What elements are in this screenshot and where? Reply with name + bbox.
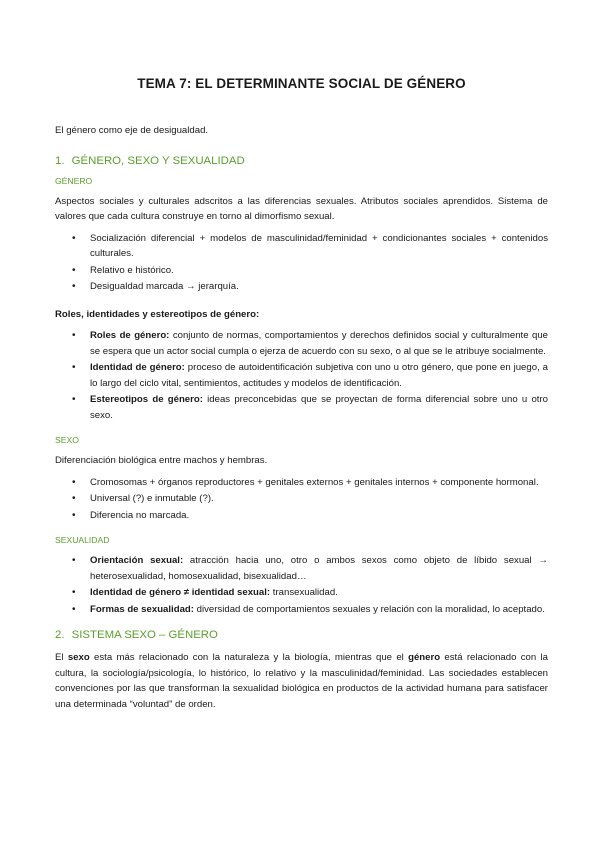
list-item [55,360,548,391]
roles-bullet-list [55,328,548,423]
list-item: • Universal (?) e inmutable (?). [55,491,548,507]
term: Orientación sexual: [90,555,184,566]
subsection-sexualidad-heading: SEXUALIDAD [55,535,110,545]
text: El [55,652,68,663]
subsection-genero-heading: GÉNERO [55,175,93,186]
term: género [408,652,441,663]
section-2-heading [55,629,548,641]
list-item: • Relativo e histórico. [55,263,548,279]
sexualidad-bullet-list [55,553,548,617]
subsection-sexo-heading: SEXO [55,435,79,445]
definition: conjunto de normas, comportamientos y derechos definidos social y culturalmente que se espera que un actor social cumpla o ejerza de acuerdo con su sexo, o al que se le atribuye socialmente. [90,330,548,357]
term: Formas de sexualidad: [90,603,194,615]
list-item [55,585,548,601]
term: Identidad de género ≠ identidad sexual: [90,587,271,598]
list-item [55,553,548,584]
sistema-sexo-genero-paragraph [55,650,548,712]
definition: diversidad de comportamientos sexuales y relación con la moralidad, lo aceptado. [193,603,545,615]
sexo-bullet-list [55,475,548,524]
genero-description: Aspectos sociales y culturales adscritos a las diferencias sexuales. Atributos sociales aprendidos. Sistema de valores que cada cultura construye en torno al dimorfismo sexual. [55,195,548,222]
section-2-title: SISTEMA SEXO – GÉNERO [71,629,218,641]
intro-paragraph: El género como eje de desigualdad. [55,125,209,136]
roles-heading [55,307,548,323]
list-item [55,392,548,423]
section-1-title: GÉNERO, SEXO Y SEXUALIDAD [71,154,245,167]
definition: transexualidad. [270,587,338,598]
term: Identidad de género: [90,362,185,373]
term: sexo [67,652,90,663]
genero-bullet-list [55,231,548,295]
definition: atracción hacia uno, otro o ambos sexos como objeto de líbido sexual → heterosexualidad, homosexualidad, bisexualidad… [90,555,548,582]
list-item: • Socialización diferencial + modelos de masculinidad/feminidad + condicionantes sociales + contenidos culturales. [55,231,548,262]
list-item [55,602,548,618]
roles-heading-text: Roles, identidades y estereotipos de género: [55,308,260,320]
term: Estereotipos de género: [90,394,203,405]
section-1-number: 1. [55,154,65,167]
list-item [55,328,548,359]
list-item: • Diferencia no marcada. [55,508,548,524]
list-item: • Desigualdad marcada → jerarquía. [55,279,548,295]
list-item: • Cromosomas + órganos reproductores + genitales externos + genitales internos + componente hormonal. [55,475,548,491]
term: Roles de género: [90,330,170,341]
text: está relacionado con la cultura, la sociología/psicología, lo histórico, lo relativo y la masculinidad/feminidad. Las sociedades establecen convenciones por las que transforman la sexualidad biológica en productos de la actividad humana para satisfacer una determinada “voluntad” de orden. [55,652,548,710]
section-2-number: 2. [55,629,65,641]
document-title: TEMA 7: EL DETERMINANTE SOCIAL DE GÉNERO [137,76,466,91]
definition: ideas preconcebidas que se proyectan de forma diferencial sobre uno u otro sexo. [90,394,548,421]
section-1-heading [55,155,548,167]
sexo-description: Diferenciación biológica entre machos y hembras. [55,455,268,466]
definition: proceso de autoidentificación subjetiva con uno u otro género, que pone en juego, a lo largo del ciclo vital, sentimientos, actitudes y modelos de identificación. [90,362,548,389]
text: esta más relacionado con la naturaleza y la biología, mientras que el [89,652,409,663]
